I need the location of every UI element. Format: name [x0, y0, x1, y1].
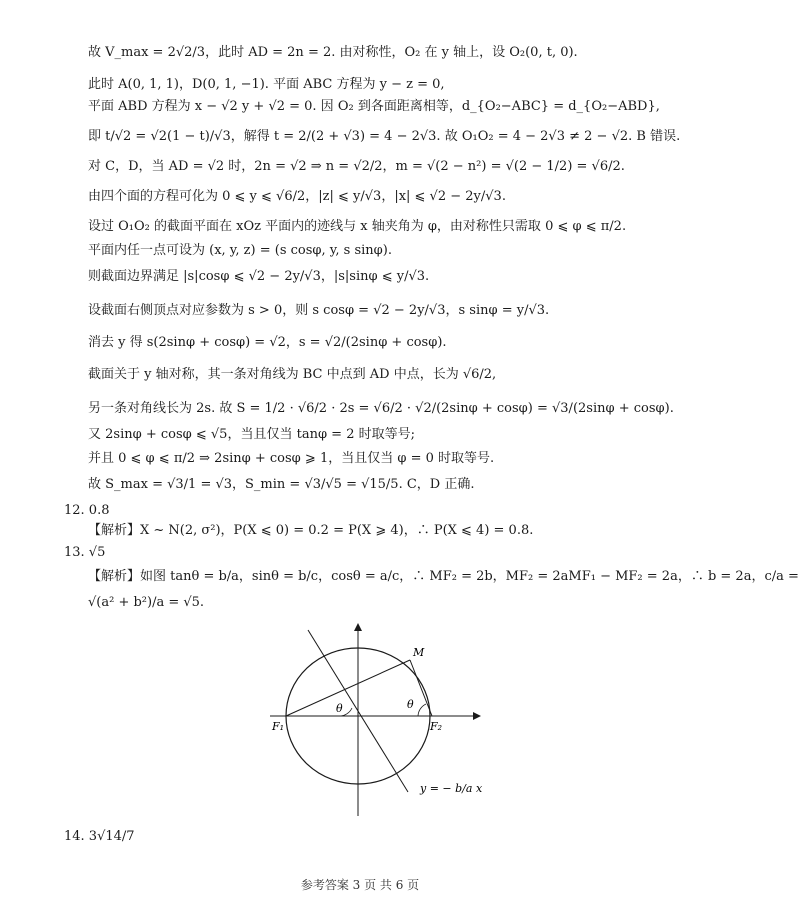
- text-line: 故 S_max = √3/1 = √3，S_min = √3/√5 = √15/5. C，D 正确.: [88, 477, 475, 492]
- text-line: 设截面右侧顶点对应参数为 s > 0，则 s cosφ = √2 − 2y/√3，s sinφ = y/√3.: [88, 303, 550, 318]
- text-line: 对 C，D，当 AD = √2 时，2n = √2 ⇒ n = √2/2，m = √(2 − n²) = √(2 − 1/2) = √6/2.: [88, 159, 625, 174]
- answer-14: 14. 3√14/7: [64, 829, 135, 844]
- text-line: 平面 ABD 方程为 x − √2 y + √2 = 0. 因 O₂ 到各面距离相等，d_{O₂−ABC} = d_{O₂−ABD},: [88, 99, 660, 114]
- solution-13: 【解析】如图 tanθ = b/a，sinθ = b/c，cosθ = a/c，∴ MF₂ = 2b，MF₂ = 2aMF₁ − MF₂ = 2a，∴ b = 2a，c/a =: [88, 569, 799, 584]
- label-theta-2: θ: [407, 698, 414, 711]
- answer-12: 12. 0.8: [64, 503, 110, 518]
- text-line: 截面关于 y 轴对称，其一条对角线为 BC 中点到 AD 中点，长为 √6/2,: [88, 367, 497, 382]
- label-theta-1: θ: [336, 702, 343, 715]
- solution-12: 【解析】X ~ N(2, σ²)，P(X ⩽ 0) = 0.2 = P(X ⩾ 4)，∴ P(X ⩽ 4) = 0.8.: [88, 523, 534, 538]
- text-line: 并且 0 ⩽ φ ⩽ π/2 ⇒ 2sinφ + cosφ ⩾ 1，当且仅当 φ = 0 时取等号.: [88, 451, 495, 466]
- text-line: 消去 y 得 s(2sinφ + cosφ) = √2，s = √2/(2sinφ + cosφ).: [88, 335, 447, 350]
- label-m: M: [413, 646, 425, 659]
- text-line: 由四个面的方程可化为 0 ⩽ y ⩽ √6/2，|z| ⩽ y/√3，|x| ⩽ √2 − 2y/√3.: [88, 189, 506, 204]
- solution-13-cont: √(a² + b²)/a = √5.: [88, 595, 205, 610]
- text-line: 故 V_max = 2√2/3，此时 AD = 2n = 2. 由对称性，O₂ 在 y 轴上，设 O₂(0, t, 0).: [88, 45, 578, 60]
- text-line: 另一条对角线长为 2s. 故 S = 1/2 · √6/2 · 2s = √6/2 · √2/(2sinφ + cosφ) = √3/(2sinφ + cosφ).: [88, 401, 674, 416]
- text-line: 即 t/√2 = √2(1 − t)/√3，解得 t = 2/(2 + √3) = 4 − 2√3. 故 O₁O₂ = 4 − 2√3 ≠ 2 − √2. B 错误.: [88, 129, 681, 144]
- label-asymptote: y = − b/a x: [420, 782, 483, 795]
- text-line: 此时 A(0, 1, 1)，D(0, 1, −1). 平面 ABC 方程为 y − z = 0,: [88, 77, 445, 92]
- text-line: 设过 O₁O₂ 的截面平面在 xOz 平面内的迹线与 x 轴夹角为 φ，由对称性只需取 0 ⩽ φ ⩽ π/2.: [88, 219, 627, 234]
- text-line: 平面内任一点可设为 (x, y, z) = (s cosφ, y, s sinφ).: [88, 243, 392, 258]
- ellipse-figure: [270, 620, 490, 820]
- page-footer: 参考答案 3 页 共 6 页: [300, 878, 420, 892]
- label-f1: F₁: [272, 720, 285, 733]
- text-line: 又 2sinφ + cosφ ⩽ √5，当且仅当 tanφ = 2 时取等号;: [88, 427, 415, 442]
- answer-13: 13. √5: [64, 545, 106, 560]
- label-f2: F₂: [430, 720, 443, 733]
- segment-f1-m: [286, 660, 410, 716]
- text-line: 则截面边界满足 |s|cosφ ⩽ √2 − 2y/√3，|s|sinφ ⩽ y/√3.: [88, 269, 430, 284]
- angle-arc-2: [418, 704, 426, 716]
